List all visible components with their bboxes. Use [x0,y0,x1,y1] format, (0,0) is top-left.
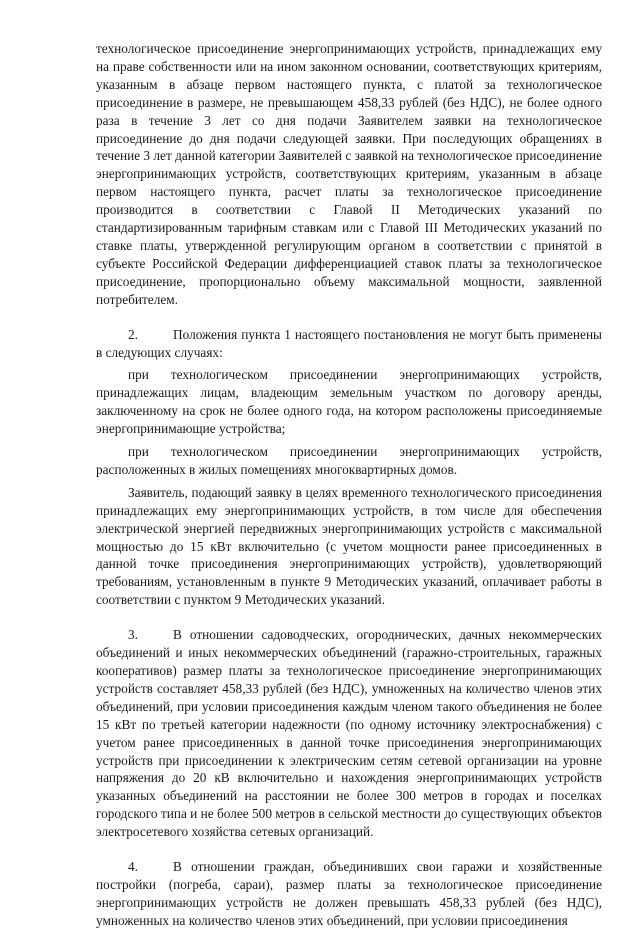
section-2-case-b: при технологическом присоединении энергопринимающих устройств, расположенных в жилых помещениях многоквартирных домов. [96,444,602,477]
section-4-number: 4. [128,859,138,875]
section-2-temporary-connection: Заявитель, подающий заявку в целях временного технологического присоединения принадлежащих ему энергопринимающих устройств, в том числе для обеспечения электрической энергией передвижных энергопринимающих устройств с максимальной мощностью до 15 кВт включительно (с учетом мощности ранее присоединенных в данной точке присоединения энергопринимающих устройств), удовлетворяющий требованиям, установленным в пункте 9 Методических указаний, оплачивает работы в соответствии с пунктом 9 Методических указаний. [96,484,602,608]
section-2-text: Положения пункта 1 настоящего постановления не могут быть применены в следующих случаях: [96,326,602,360]
section-2-case-a: при технологическом присоединении энергопринимающих устройств, принадлежащих лицам, владеющим земельным участком по договору аренды, заключенному на срок не более одного года, на котором расположены присоединяемые энергопринимающие устройства; [96,367,602,437]
section-2 [96,326,602,362]
section-3 [96,626,602,841]
section-2-number: 2. [128,326,138,342]
paragraph-continuation: технологическое присоединение энергопринимающих устройств, принадлежащих ему на праве собственности или на ином законном основании, соответствующих критериям, указанным в абзаце первом настоящего пункта, с платой за технологическое присоединение в размере, не превышающем 458,33 рублей (без НДС), не более одного раза в течение 3 лет со дня подачи Заявителем заявки на технологическое присоединение до дня подачи следующей заявки. При последующих обращениях в течение 3 лет данной категории Заявителей с заявкой на технологическое присоединение энергопринимающих устройств, соответствующих критериям, указанным в абзаце первом настоящего пункта, расчет платы за технологическое присоединение производится в соответствии с Главой II Методических указаний по стандартизированным тарифным ставкам или с Главой III Методических указаний по ставке платы, утвержденной регулирующим органом в соответствии с принятой в субъекте Российской Федерации дифференциацией ставок платы за технологическое присоединение, пропорционально объему максимальной мощности, заявленной потребителем. [96,41,602,307]
section-3-text: В отношении садоводческих, огороднических, дачных некоммерческих объединений и иных некоммерческих объединений (гаражно-строительных, гаражных кооперативов) размер платы за технологическое присоединение энергопринимающих устройств составляет 458,33 рублей (без НДС), умноженных на количество членов этих объединений, при условии присоединения каждым членом такого объединения не более 15 кВт по третьей категории надежности (по одному источнику электроснабжения) с учетом ранее присоединенных в данной точке присоединения энергопринимающих устройств при присоединении к электрическим сетям сетевой организации на уровне напряжения до 20 кВ включительно и нахождения энергопринимающих устройств указанных объединений на расстоянии не более 300 метров в городах и поселках городского типа и не более 500 метров в сельской местности до существующих объектов электросетевого хозяйства сетевых организаций. [96,627,602,840]
document-page [96,40,602,930]
section-3-number: 3. [128,627,138,643]
section-4-text: В отношении граждан, объединивших свои гаражи и хозяйственные постройки (погреба, сараи), размер платы за технологическое присоединение энергопринимающих устройств не должен превышать 458,33 рублей (без НДС), умноженных на количество членов этих объединений, при условии присоединения [96,859,602,928]
section-4 [96,858,602,930]
